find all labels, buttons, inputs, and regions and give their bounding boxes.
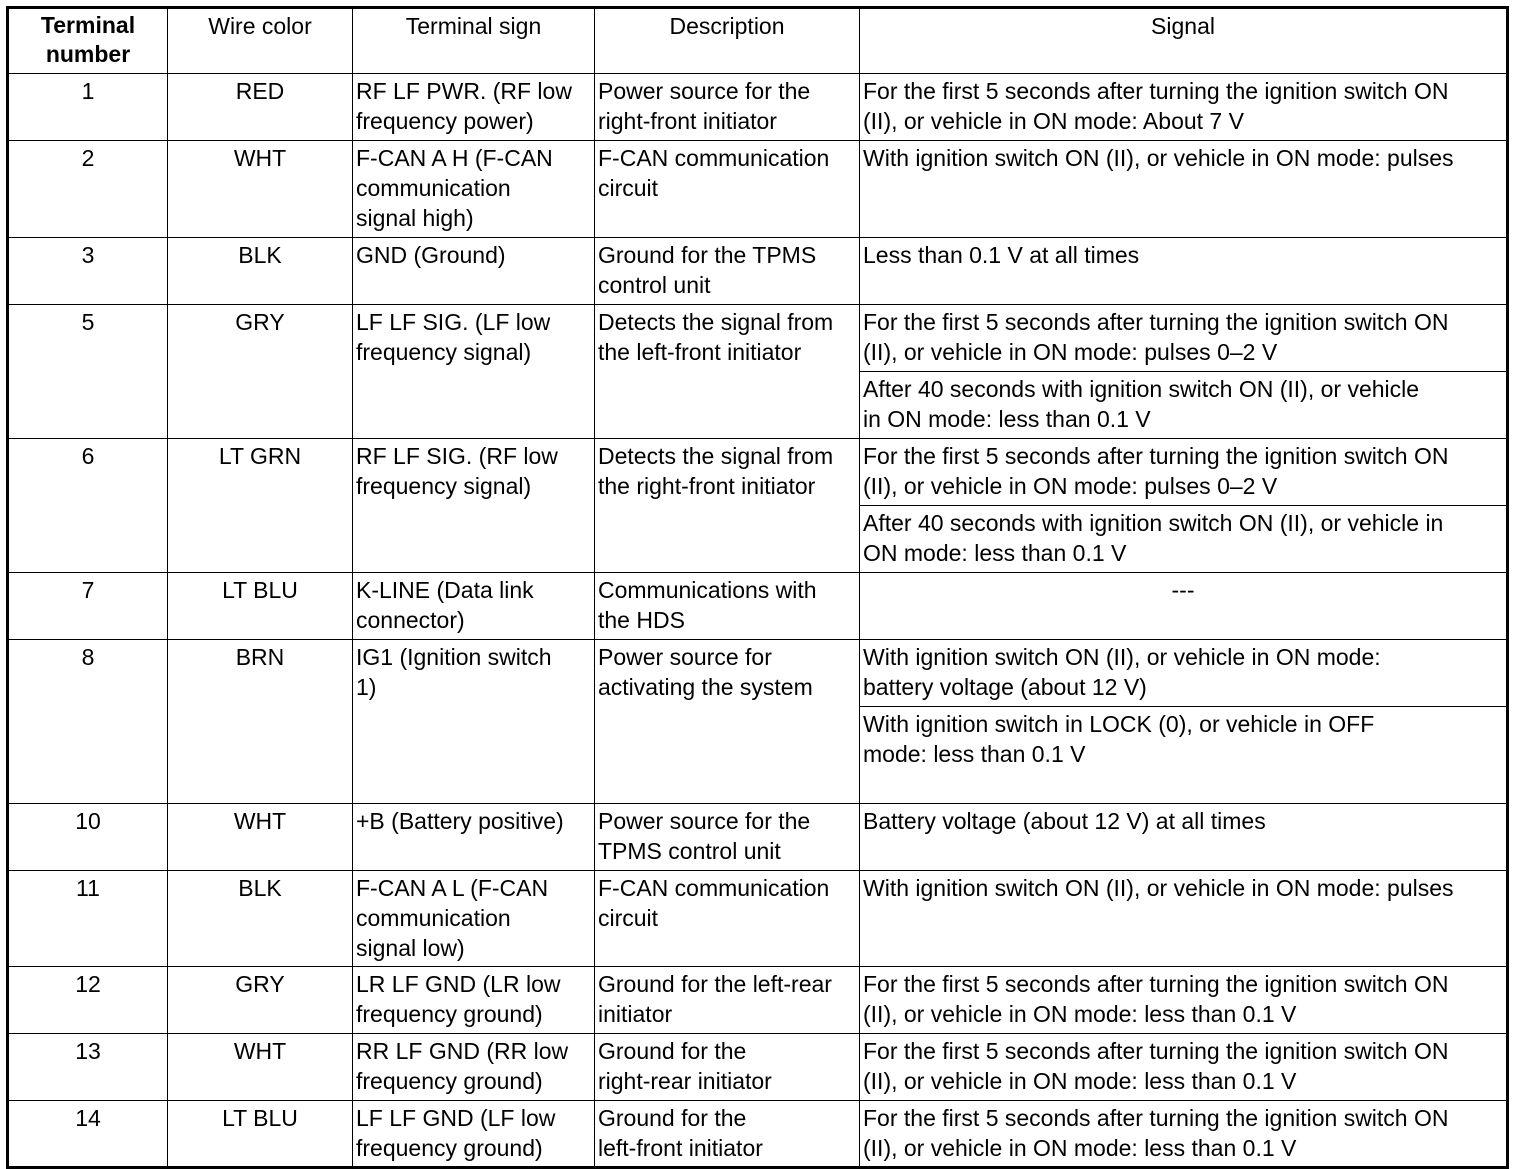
wire-color-cell: LT GRN: [168, 439, 353, 573]
signal-cell: For the first 5 seconds after turning the ignition switch ON (II), or vehicle in ON mode: pulses 0–2 V: [860, 305, 1508, 372]
table-row: [8, 141, 1508, 238]
wire-color-cell: GRY: [168, 967, 353, 1034]
terminal-table: [6, 6, 1509, 1169]
description-cell: Detects the signal from the right-front initiator: [595, 439, 860, 573]
description-cell: Ground for the right-rear initiator: [595, 1034, 860, 1101]
signal-cell: With ignition switch in LOCK (0), or vehicle in OFF mode: less than 0.1 V: [860, 707, 1508, 804]
terminal-number-cell: 5: [8, 305, 168, 439]
table-row: [8, 305, 1508, 372]
table-row: [8, 74, 1508, 141]
table-row: [8, 871, 1508, 967]
table-row: [8, 640, 1508, 707]
terminal-sign-cell: F-CAN A L (F-CAN communication signal low): [353, 871, 595, 967]
signal-cell: Battery voltage (about 12 V) at all times: [860, 804, 1508, 871]
terminal-number-cell: 10: [8, 804, 168, 871]
terminal-sign-cell: F-CAN A H (F-CAN communication signal high): [353, 141, 595, 238]
terminal-number-cell: 3: [8, 238, 168, 305]
table-row: [8, 967, 1508, 1034]
description-cell: Detects the signal from the left-front initiator: [595, 305, 860, 439]
terminal-number-cell: 11: [8, 871, 168, 967]
wire-color-cell: LT BLU: [168, 1101, 353, 1168]
table-row: [8, 1034, 1508, 1101]
table-row: [8, 238, 1508, 305]
table-row: [8, 573, 1508, 640]
description-cell: F-CAN communication circuit: [595, 871, 860, 967]
terminal-number-cell: 1: [8, 74, 168, 141]
wire-color-cell: WHT: [168, 141, 353, 238]
description-cell: Ground for the left-rear initiator: [595, 967, 860, 1034]
wire-color-cell: BLK: [168, 871, 353, 967]
terminal-sign-cell: RF LF SIG. (RF low frequency signal): [353, 439, 595, 573]
header-terminal-number: Terminal number: [8, 8, 168, 74]
description-cell: Ground for the left-front initiator: [595, 1101, 860, 1168]
terminal-sign-cell: RF LF PWR. (RF low frequency power): [353, 74, 595, 141]
signal-cell: After 40 seconds with ignition switch ON (II), or vehicle in ON mode: less than 0.1 V: [860, 372, 1508, 439]
signal-cell: After 40 seconds with ignition switch ON (II), or vehicle in ON mode: less than 0.1 V: [860, 506, 1508, 573]
terminal-number-cell: 13: [8, 1034, 168, 1101]
signal-cell: For the first 5 seconds after turning the ignition switch ON (II), or vehicle in ON mode: less than 0.1 V: [860, 1034, 1508, 1101]
signal-cell: For the first 5 seconds after turning the ignition switch ON (II), or vehicle in ON mode: pulses 0–2 V: [860, 439, 1508, 506]
terminal-sign-cell: LR LF GND (LR low frequency ground): [353, 967, 595, 1034]
wire-color-cell: WHT: [168, 804, 353, 871]
terminal-number-cell: 8: [8, 640, 168, 804]
terminal-number-cell: 12: [8, 967, 168, 1034]
signal-cell: For the first 5 seconds after turning the ignition switch ON (II), or vehicle in ON mode: About 7 V: [860, 74, 1508, 141]
terminal-number-cell: 7: [8, 573, 168, 640]
wire-color-cell: LT BLU: [168, 573, 353, 640]
wire-color-cell: BRN: [168, 640, 353, 804]
signal-cell: For the first 5 seconds after turning the ignition switch ON (II), or vehicle in ON mode: less than 0.1 V: [860, 1101, 1508, 1168]
header-terminal-sign: Terminal sign: [353, 8, 595, 74]
header-signal: Signal: [860, 8, 1508, 74]
header-description: Description: [595, 8, 860, 74]
terminal-sign-cell: +B (Battery positive): [353, 804, 595, 871]
table-body: [8, 74, 1508, 1168]
signal-cell: ---: [860, 573, 1508, 640]
description-cell: Power source for activating the system: [595, 640, 860, 804]
header-wire-color: Wire color: [168, 8, 353, 74]
wire-color-cell: RED: [168, 74, 353, 141]
header-row: [8, 8, 1508, 74]
signal-cell: For the first 5 seconds after turning the ignition switch ON (II), or vehicle in ON mode: less than 0.1 V: [860, 967, 1508, 1034]
table-row: [8, 1101, 1508, 1168]
terminal-number-cell: 6: [8, 439, 168, 573]
wire-color-cell: BLK: [168, 238, 353, 305]
wire-color-cell: WHT: [168, 1034, 353, 1101]
description-cell: Communications with the HDS: [595, 573, 860, 640]
signal-cell: With ignition switch ON (II), or vehicle in ON mode: pulses: [860, 141, 1508, 238]
terminal-sign-cell: RR LF GND (RR low frequency ground): [353, 1034, 595, 1101]
terminal-sign-cell: LF LF GND (LF low frequency ground): [353, 1101, 595, 1168]
terminal-number-cell: 14: [8, 1101, 168, 1168]
description-cell: Power source for the TPMS control unit: [595, 804, 860, 871]
description-cell: Power source for the right-front initiator: [595, 74, 860, 141]
wire-color-cell: GRY: [168, 305, 353, 439]
terminal-sign-cell: IG1 (Ignition switch 1): [353, 640, 595, 804]
terminal-sign-cell: GND (Ground): [353, 238, 595, 305]
description-cell: F-CAN communication circuit: [595, 141, 860, 238]
table-row: [8, 439, 1508, 506]
terminal-sign-cell: K-LINE (Data link connector): [353, 573, 595, 640]
signal-cell: Less than 0.1 V at all times: [860, 238, 1508, 305]
terminal-sign-cell: LF LF SIG. (LF low frequency signal): [353, 305, 595, 439]
description-cell: Ground for the TPMS control unit: [595, 238, 860, 305]
signal-cell: With ignition switch ON (II), or vehicle in ON mode: battery voltage (about 12 V): [860, 640, 1508, 707]
signal-cell: With ignition switch ON (II), or vehicle in ON mode: pulses: [860, 871, 1508, 967]
table-row: [8, 804, 1508, 871]
terminal-number-cell: 2: [8, 141, 168, 238]
